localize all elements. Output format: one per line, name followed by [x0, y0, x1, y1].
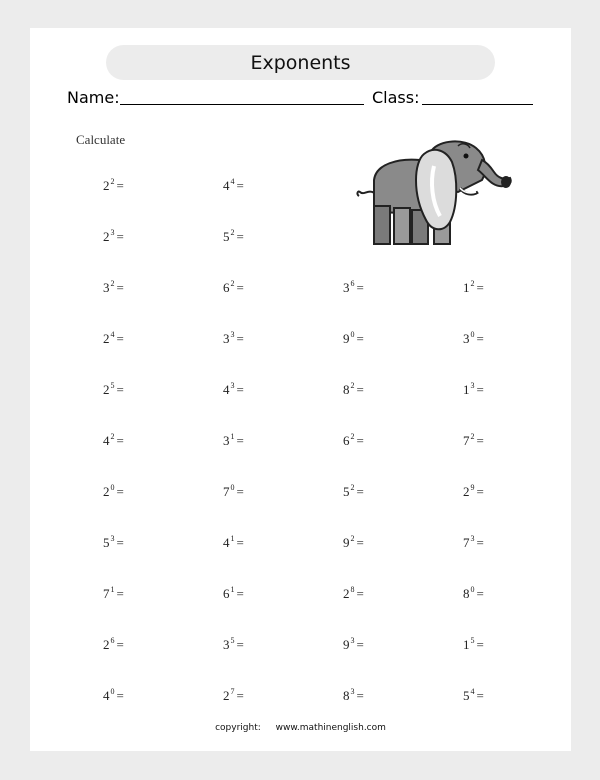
problem-base: 2	[103, 331, 110, 346]
problem-base: 2	[103, 484, 110, 499]
name-line	[120, 104, 364, 105]
equals-sign: =	[236, 178, 244, 193]
problem-exponent: 2	[470, 432, 475, 441]
exponent-problem	[223, 280, 244, 296]
problem-exponent: 1	[110, 585, 115, 594]
equals-sign: =	[116, 586, 124, 601]
problem-exponent: 2	[110, 279, 115, 288]
problem-base: 2	[463, 484, 470, 499]
exponent-problem	[103, 433, 124, 449]
problem-base: 7	[223, 484, 230, 499]
exponent-problem	[103, 586, 124, 602]
equals-sign: =	[236, 433, 244, 448]
equals-sign: =	[236, 688, 244, 703]
equals-sign: =	[116, 280, 124, 295]
exponent-problem	[223, 484, 244, 500]
exponent-problem	[103, 178, 124, 194]
equals-sign: =	[356, 586, 364, 601]
equals-sign: =	[116, 331, 124, 346]
problem-base: 3	[223, 433, 230, 448]
exponent-problem	[463, 331, 484, 347]
equals-sign: =	[116, 484, 124, 499]
exponent-problem	[223, 637, 244, 653]
problem-exponent: 2	[230, 228, 235, 237]
problem-exponent: 2	[350, 483, 355, 492]
problem-exponent: 9	[470, 483, 475, 492]
exponent-problem	[463, 280, 484, 296]
equals-sign: =	[236, 637, 244, 652]
exponent-problem	[103, 229, 124, 245]
problem-base: 4	[223, 535, 230, 550]
exponent-problem	[343, 535, 364, 551]
copyright-footer	[30, 723, 571, 733]
problem-base: 8	[343, 382, 350, 397]
equals-sign: =	[236, 484, 244, 499]
problem-exponent: 2	[350, 534, 355, 543]
problem-exponent: 0	[470, 585, 475, 594]
exponent-problem	[103, 484, 124, 500]
page-title: Exponents	[106, 45, 495, 80]
problem-base: 7	[463, 535, 470, 550]
problem-base: 3	[223, 331, 230, 346]
exponent-problem	[463, 484, 484, 500]
equals-sign: =	[476, 382, 484, 397]
problem-base: 4	[223, 178, 230, 193]
problem-exponent: 8	[350, 585, 355, 594]
exponent-problem	[103, 382, 124, 398]
class-line	[422, 104, 533, 105]
exponent-problem	[343, 637, 364, 653]
problem-base: 2	[223, 688, 230, 703]
exponent-problem	[463, 433, 484, 449]
problem-base: 5	[343, 484, 350, 499]
problem-exponent: 1	[230, 432, 235, 441]
problem-base: 8	[463, 586, 470, 601]
problem-base: 9	[343, 637, 350, 652]
problem-exponent: 4	[470, 687, 475, 696]
problem-base: 5	[103, 535, 110, 550]
class-label: Class:	[372, 88, 420, 107]
problem-exponent: 3	[470, 381, 475, 390]
problem-base: 9	[343, 535, 350, 550]
exponent-problem	[223, 688, 244, 704]
exponent-problem	[223, 178, 244, 194]
problem-base: 9	[343, 331, 350, 346]
equals-sign: =	[116, 433, 124, 448]
equals-sign: =	[356, 535, 364, 550]
problem-base: 4	[223, 382, 230, 397]
equals-sign: =	[356, 433, 364, 448]
problem-exponent: 2	[110, 432, 115, 441]
equals-sign: =	[116, 229, 124, 244]
name-label: Name:	[67, 88, 120, 107]
exponent-problem	[343, 484, 364, 500]
problem-base: 2	[343, 586, 350, 601]
exponent-problem	[343, 688, 364, 704]
equals-sign: =	[356, 280, 364, 295]
problem-base: 7	[103, 586, 110, 601]
problem-base: 8	[343, 688, 350, 703]
equals-sign: =	[236, 229, 244, 244]
exponent-problem	[103, 280, 124, 296]
elephant-icon	[354, 136, 518, 248]
problem-exponent: 2	[230, 279, 235, 288]
problem-base: 5	[463, 688, 470, 703]
equals-sign: =	[476, 280, 484, 295]
exponent-problem	[223, 382, 244, 398]
problem-exponent: 0	[350, 330, 355, 339]
exponent-problem	[463, 637, 484, 653]
equals-sign: =	[476, 586, 484, 601]
equals-sign: =	[236, 535, 244, 550]
problem-exponent: 2	[110, 177, 115, 186]
exponent-problem	[223, 535, 244, 551]
problem-exponent: 4	[230, 177, 235, 186]
exponent-problem	[223, 433, 244, 449]
problem-exponent: 5	[110, 381, 115, 390]
equals-sign: =	[236, 586, 244, 601]
instruction-text: Calculate	[76, 132, 126, 147]
exponent-problem	[343, 586, 364, 602]
exponent-problem	[223, 229, 244, 245]
problem-exponent: 1	[230, 585, 235, 594]
problem-exponent: 2	[350, 432, 355, 441]
problem-exponent: 4	[110, 330, 115, 339]
worksheet-page	[30, 28, 571, 751]
problem-base: 2	[103, 178, 110, 193]
copyright-url: www.mathinenglish.com	[275, 723, 386, 733]
exponent-problem	[103, 688, 124, 704]
problem-exponent: 2	[350, 381, 355, 390]
problem-exponent: 6	[110, 636, 115, 645]
equals-sign: =	[476, 637, 484, 652]
problem-base: 2	[103, 229, 110, 244]
problem-exponent: 2	[470, 279, 475, 288]
problem-base: 2	[103, 637, 110, 652]
problem-base: 1	[463, 280, 470, 295]
exponent-problem	[103, 535, 124, 551]
equals-sign: =	[356, 382, 364, 397]
copyright-label: copyright:	[215, 723, 261, 733]
equals-sign: =	[356, 688, 364, 703]
equals-sign: =	[116, 178, 124, 193]
problem-exponent: 0	[110, 483, 115, 492]
equals-sign: =	[236, 331, 244, 346]
problem-base: 6	[223, 280, 230, 295]
problem-exponent: 3	[230, 330, 235, 339]
equals-sign: =	[476, 484, 484, 499]
problem-exponent: 3	[110, 228, 115, 237]
equals-sign: =	[476, 433, 484, 448]
problem-base: 5	[223, 229, 230, 244]
problem-exponent: 5	[230, 636, 235, 645]
problem-exponent: 3	[350, 687, 355, 696]
exponent-problem	[463, 586, 484, 602]
exponent-problem	[343, 331, 364, 347]
problem-exponent: 3	[350, 636, 355, 645]
problem-exponent: 5	[470, 636, 475, 645]
equals-sign: =	[236, 382, 244, 397]
equals-sign: =	[356, 484, 364, 499]
equals-sign: =	[476, 331, 484, 346]
problem-exponent: 3	[470, 534, 475, 543]
exponent-problem	[343, 382, 364, 398]
problem-base: 4	[103, 433, 110, 448]
equals-sign: =	[476, 535, 484, 550]
problem-base: 3	[343, 280, 350, 295]
exponent-problem	[343, 433, 364, 449]
exponent-problem	[463, 688, 484, 704]
problem-base: 7	[463, 433, 470, 448]
problem-exponent: 0	[470, 330, 475, 339]
problem-base: 3	[463, 331, 470, 346]
problem-exponent: 7	[230, 687, 235, 696]
problem-base: 6	[223, 586, 230, 601]
exponent-problem	[223, 586, 244, 602]
equals-sign: =	[356, 637, 364, 652]
problem-exponent: 0	[230, 483, 235, 492]
problem-exponent: 6	[350, 279, 355, 288]
problem-exponent: 1	[230, 534, 235, 543]
problem-base: 1	[463, 382, 470, 397]
problem-base: 1	[463, 637, 470, 652]
problem-base: 3	[223, 637, 230, 652]
exponent-problem	[463, 535, 484, 551]
exponent-problem	[103, 331, 124, 347]
exponent-problem	[463, 382, 484, 398]
problem-base: 4	[103, 688, 110, 703]
exponent-problem	[103, 637, 124, 653]
problem-exponent: 0	[110, 687, 115, 696]
problem-base: 2	[103, 382, 110, 397]
problem-base: 6	[343, 433, 350, 448]
equals-sign: =	[356, 331, 364, 346]
problem-exponent: 3	[110, 534, 115, 543]
equals-sign: =	[116, 688, 124, 703]
problem-exponent: 3	[230, 381, 235, 390]
problem-base: 3	[103, 280, 110, 295]
exponent-problem	[223, 331, 244, 347]
equals-sign: =	[116, 535, 124, 550]
equals-sign: =	[116, 382, 124, 397]
exponent-problem	[343, 280, 364, 296]
equals-sign: =	[116, 637, 124, 652]
equals-sign: =	[476, 688, 484, 703]
equals-sign: =	[236, 280, 244, 295]
